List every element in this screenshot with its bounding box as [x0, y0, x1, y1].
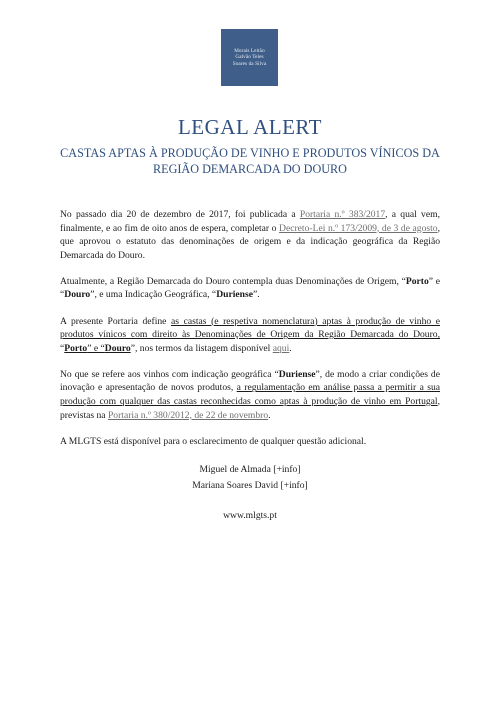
- text-segment: Atualmente, a Região Demarcada do Douro contempla duas Denominações de Origem, “: [60, 275, 406, 287]
- bold-douro: Douro: [104, 342, 131, 354]
- underlined-text: as castas (e respetiva nomenclatura) aptas à produção de vinho e produtos vínicos com direito às Denominações de Origem da Região Demarcada do Douro,: [60, 315, 440, 341]
- info-link-almada[interactable]: [+info]: [273, 464, 301, 475]
- text-segment: , que aprovou o estatuto das denominações de origem e da indicação geográfica da Região Demarcada do Douro.: [60, 222, 440, 261]
- page-subtitle: CASTAS APTAS À PRODUÇÃO DE VINHO E PRODUTOS VÍNICOS DA REGIÃO DEMARCADA DO DOURO: [60, 146, 440, 176]
- page-title: LEGAL ALERT: [177, 115, 323, 139]
- website-link[interactable]: www.mlgts.pt: [223, 510, 277, 521]
- paragraph-denominations: [60, 275, 440, 302]
- logo-line-3: Soares da Silva: [232, 60, 267, 67]
- text-segment: No passado dia 20 de dezembro de 2017, foi publicada a: [60, 209, 300, 220]
- paragraph-contact: [60, 435, 440, 449]
- text-segment: ”, nos termos da listagem disponível: [130, 342, 273, 354]
- text-segment: A MLGTS está disponível para o esclarecimento de qualquer questão adicional.: [60, 435, 367, 447]
- paragraph-castas: [60, 315, 440, 356]
- bold-porto: Porto: [405, 275, 429, 287]
- text-segment: ”, de modo a criar condições de inovação e apresentação de novos produtos,: [60, 368, 440, 394]
- text-segment: .: [289, 342, 292, 354]
- logo-line-2: Galvão Teles: [235, 54, 264, 61]
- signature-line: [0, 462, 500, 478]
- bold-porto: Porto: [64, 342, 88, 354]
- bold-duriense: Duriense: [278, 368, 316, 380]
- signatures: [0, 462, 500, 494]
- text-segment: ”, e uma Indicação Geográfica, “: [90, 289, 217, 301]
- underlined-text: a regulamentação em análise passa a permitir a sua produção com qualquer das castas reconhecidas como aptas à produção de vinho em Portugal: [60, 382, 441, 408]
- listagem-aqui-link[interactable]: aqui: [272, 342, 290, 354]
- decreto-lei-173-link[interactable]: Decreto-Lei n.º 173/2009, de 3 de agosto: [279, 222, 438, 234]
- paragraph-publication: [60, 208, 440, 262]
- text-segment: “: [60, 342, 65, 354]
- text-segment: .: [268, 409, 271, 421]
- document-body: [60, 208, 440, 461]
- signature-name: Miguel de Almada: [199, 464, 271, 475]
- text-segment: , previstas na: [60, 396, 440, 421]
- text-segment: , a qual vem, finalmente, e ao fim de oito anos de espera, completar o: [60, 209, 440, 234]
- signature-line: [0, 478, 500, 494]
- bold-duriense: Duriense: [216, 289, 253, 301]
- paragraph-duriense: [60, 368, 440, 422]
- bold-douro: Douro: [64, 289, 91, 301]
- text-segment: ” e “: [60, 275, 440, 301]
- portaria-380-link[interactable]: Portaria n.º 380/2012, de 22 de novembro: [107, 409, 269, 421]
- portaria-383-link[interactable]: Portaria n.º 383/2017: [299, 209, 386, 220]
- logo-line-1: Morais Leitão: [234, 48, 265, 55]
- firm-logo: [221, 29, 278, 86]
- signature-name: Mariana Soares David: [192, 480, 279, 491]
- text-segment: A presente Portaria define: [60, 315, 172, 327]
- text-segment: No que se refere aos vinhos com indicação geográfica “: [60, 368, 279, 380]
- info-link-david[interactable]: [+info]: [280, 480, 308, 491]
- text-segment: ” e “: [87, 342, 105, 354]
- text-segment: ”.: [252, 289, 260, 301]
